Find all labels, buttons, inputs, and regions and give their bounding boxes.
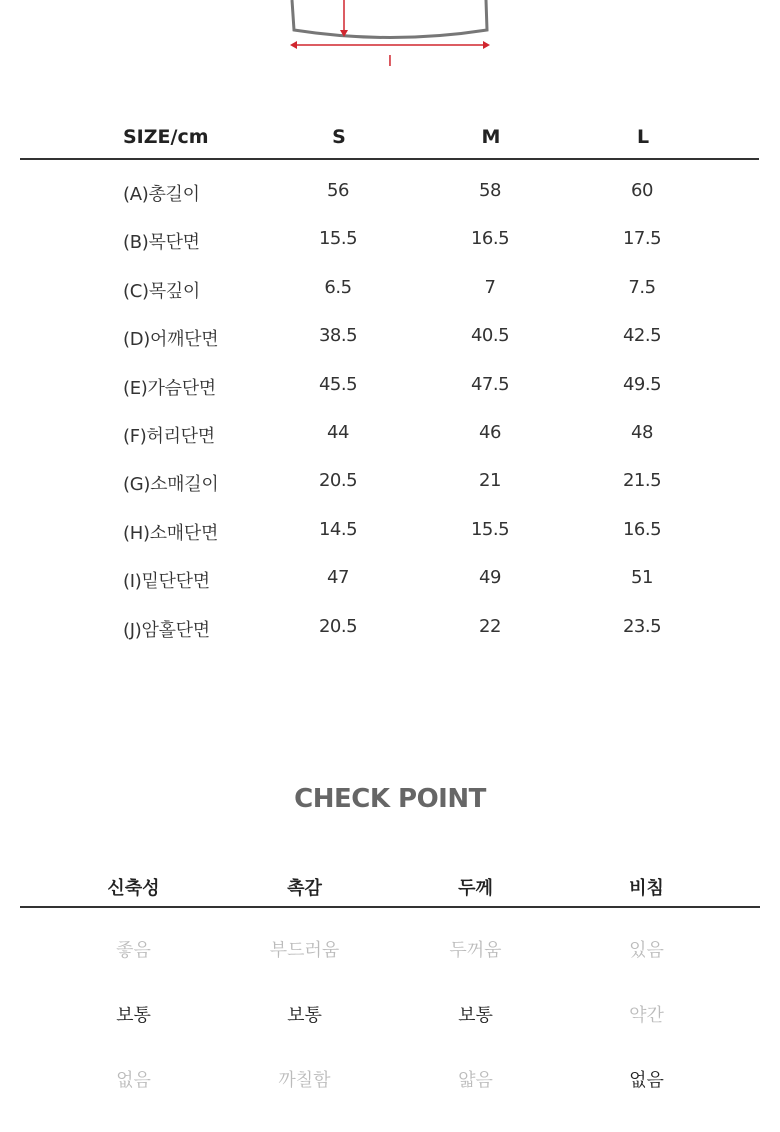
- size-table-row: [20, 160, 759, 208]
- check-point-option-selected: 보통: [116, 1005, 151, 1026]
- size-table-row: [20, 547, 759, 595]
- size-m-value: 49: [479, 567, 501, 589]
- garment-hem-outline: [292, 0, 487, 38]
- header-size-l: L: [636, 126, 650, 148]
- check-point-option: 얇음: [458, 1070, 493, 1091]
- check-point-row: [20, 908, 760, 973]
- size-m-value: 47.5: [470, 373, 510, 395]
- check-point-option: 까칠함: [278, 1070, 331, 1091]
- size-l-value: 60: [631, 180, 653, 201]
- size-table-row: [20, 596, 759, 644]
- check-point-option: 부드러움: [269, 940, 340, 961]
- size-s-value: 44: [327, 421, 349, 443]
- hem-width-arrow-left-head: [290, 41, 297, 49]
- size-table-row: [20, 402, 759, 450]
- check-point-option: 두꺼움: [449, 940, 502, 961]
- size-l-value: 42.5: [622, 325, 662, 347]
- measurement-label: (E)가슴단면: [123, 377, 216, 399]
- size-l-value: 16.5: [622, 518, 662, 540]
- size-m-value: 21: [479, 470, 501, 492]
- measurement-label: (I)밑단단면: [123, 571, 210, 593]
- check-point-header: [20, 864, 760, 908]
- size-s-value: 20.5: [318, 470, 358, 492]
- size-s-value: 56: [327, 180, 349, 201]
- size-s-value: 15.5: [318, 228, 358, 250]
- size-l-value: 21.5: [622, 470, 662, 492]
- size-l-value: 51: [631, 567, 653, 589]
- measurement-label: (G)소매길이: [123, 474, 219, 496]
- size-s-value: 38.5: [318, 325, 358, 347]
- size-table-header: [20, 116, 759, 160]
- measurement-label: (A)총길이: [123, 184, 200, 205]
- size-m-value: 15.5: [470, 518, 510, 540]
- size-m-value: 7: [484, 276, 496, 298]
- check-point-table: [20, 864, 760, 1103]
- size-table: [20, 116, 759, 644]
- size-s-value: 47: [327, 567, 349, 589]
- size-m-value: 22: [479, 615, 501, 637]
- size-m-value: 40.5: [470, 325, 510, 347]
- check-point-option: 없음: [116, 1070, 151, 1091]
- garment-diagram: [0, 0, 780, 80]
- check-point-option-selected: 보통: [458, 1005, 493, 1026]
- size-s-value: 6.5: [324, 276, 352, 298]
- measurement-label: (B)목단면: [123, 232, 200, 254]
- size-s-value: 14.5: [318, 518, 358, 540]
- hem-width-label: I: [387, 53, 393, 70]
- size-l-value: 17.5: [622, 228, 662, 250]
- size-table-row: [20, 450, 759, 498]
- size-table-row: [20, 499, 759, 547]
- measurement-label: (H)소매단면: [123, 522, 219, 544]
- size-s-value: 20.5: [318, 615, 358, 637]
- size-table-row: [20, 257, 759, 305]
- size-l-value: 7.5: [628, 276, 656, 298]
- size-table-row: [20, 305, 759, 353]
- check-point-body: [20, 908, 760, 1103]
- header-size-cm: SIZE/cm: [123, 126, 209, 148]
- size-l-value: 48: [631, 421, 653, 443]
- size-m-value: 58: [479, 180, 501, 201]
- header-size-m: M: [481, 126, 501, 148]
- size-table-body: [20, 160, 759, 644]
- check-point-option-selected: 없음: [629, 1070, 664, 1091]
- measurement-label: (J)암홀단면: [123, 619, 210, 641]
- measurement-label: (C)목깊이: [123, 280, 200, 302]
- check-point-option: 있음: [629, 940, 664, 961]
- header-stretch: 신축성: [107, 878, 160, 899]
- header-thickness: 두께: [458, 878, 493, 899]
- hem-width-arrow-right-head: [483, 41, 490, 49]
- header-size-s: S: [332, 126, 346, 148]
- size-l-value: 23.5: [622, 615, 662, 637]
- size-table-row: [20, 354, 759, 402]
- check-point-option: 약간: [629, 1005, 664, 1026]
- check-point-row: [20, 1038, 760, 1103]
- size-l-value: 49.5: [622, 373, 662, 395]
- size-s-value: 45.5: [318, 373, 358, 395]
- check-point-title: CHECK POINT: [294, 784, 486, 814]
- size-m-value: 16.5: [470, 228, 510, 250]
- header-texture: 촉감: [287, 878, 322, 899]
- measurement-label: (F)허리단면: [123, 425, 215, 447]
- size-m-value: 46: [479, 421, 501, 443]
- measurement-label: (D)어깨단면: [123, 329, 219, 351]
- size-table-row: [20, 208, 759, 256]
- check-point-option-selected: 보통: [287, 1005, 322, 1026]
- check-point-row: [20, 973, 760, 1038]
- check-point-option: 좋음: [116, 940, 151, 961]
- header-sheerness: 비침: [629, 878, 664, 899]
